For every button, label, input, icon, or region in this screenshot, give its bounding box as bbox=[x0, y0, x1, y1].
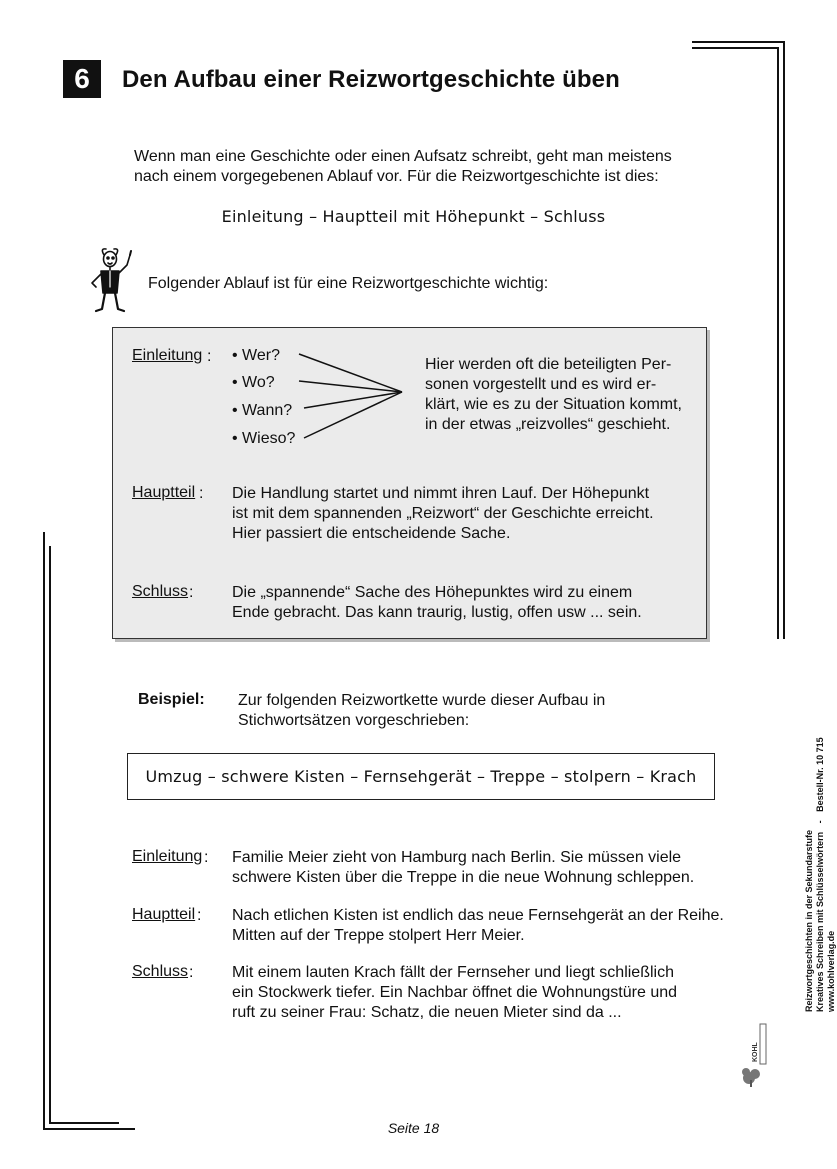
schema-hauptteil-description bbox=[232, 484, 702, 544]
schema-schluss-colon: : bbox=[189, 584, 194, 601]
story-structure: Einleitung – Hauptteil mit Höhepunkt – Schluss bbox=[221, 207, 606, 226]
frame-right-line-outer bbox=[783, 41, 785, 639]
text-line: Mit einem lauten Krach fällt der Fernseher und liegt schließlich bbox=[232, 964, 674, 981]
question-why: • Wieso? bbox=[232, 430, 296, 447]
example-einleitung-term: Einleitung bbox=[132, 848, 203, 865]
intro-line: nach einem vorgegebenen Ablauf vor. Für die Reizwortgeschichte ist dies: bbox=[134, 168, 659, 185]
example-label: Beispiel: bbox=[138, 691, 205, 708]
text-line: Nach etlichen Kisten ist endlich das neue Fernsehgerät an der Reihe. bbox=[232, 907, 724, 924]
section-number: 6 bbox=[63, 60, 101, 98]
example-intro bbox=[238, 691, 658, 731]
frame-right-line-inner bbox=[777, 47, 779, 639]
instruction-note: Folgender Ablauf ist für eine Reizwortgeschichte wichtig: bbox=[148, 275, 549, 292]
text-line: Zur folgenden Reizwortkette wurde dieser Aufbau in bbox=[238, 692, 606, 709]
frame-top-line-outer bbox=[692, 41, 784, 43]
frame-top-line-inner bbox=[692, 47, 778, 49]
schema-schluss-term: Schluss bbox=[132, 583, 189, 600]
schema-schluss-description bbox=[232, 583, 702, 623]
example-schluss-text bbox=[232, 963, 732, 1023]
text-line: Die „spannende“ Sache des Höhepunktes wird zu einem bbox=[232, 584, 633, 601]
question-where: • Wo? bbox=[232, 374, 275, 391]
page-number: Seite 18 bbox=[387, 1120, 440, 1136]
sidebar-title-line: Reizwortgeschichten in der Sekundarstufe bbox=[804, 829, 814, 1012]
text-line: ruft zu seiner Frau: Schatz, die neuen Mieter sind da ... bbox=[232, 1004, 622, 1021]
stimulus-word-chain: Umzug – schwere Kisten – Fernsehgerät – Treppe – stolpern – Krach bbox=[127, 753, 715, 800]
example-hauptteil-term: Hauptteil bbox=[132, 906, 196, 923]
example-hauptteil-colon: : bbox=[197, 907, 202, 924]
text-line: in der etwas „reizvolles“ geschieht. bbox=[425, 416, 671, 433]
example-einleitung-text bbox=[232, 848, 732, 888]
example-schluss-term: Schluss bbox=[132, 963, 189, 980]
question-who: • Wer? bbox=[232, 347, 280, 364]
text-line: Mitten auf der Treppe stolpert Herr Meier. bbox=[232, 927, 525, 944]
text-line: schwere Kisten über die Treppe in die neue Wohnung schleppen. bbox=[232, 869, 695, 886]
schema-einleitung-colon: : bbox=[207, 348, 212, 365]
text-line: Ende gebracht. Das kann traurig, lustig, offen usw ... sein. bbox=[232, 604, 642, 621]
teacher-mascot-icon bbox=[86, 247, 142, 317]
text-line: ein Stockwerk tiefer. Ein Nachbar öffnet die Wohnungstüre und bbox=[232, 984, 678, 1001]
text-line: ist mit dem spannenden „Reizwort“ der Geschichte erreicht. bbox=[232, 505, 654, 522]
page-title: Den Aufbau einer Reizwortgeschichte üben bbox=[122, 66, 620, 93]
example-einleitung-colon: : bbox=[204, 849, 209, 866]
intro-paragraph bbox=[134, 147, 734, 187]
publisher-logo-icon bbox=[740, 1022, 768, 1088]
text-line: Hier werden oft die beteiligten Per- bbox=[425, 356, 672, 373]
schema-hauptteil-colon: : bbox=[199, 485, 204, 502]
frame-left-line-outer bbox=[43, 532, 45, 1130]
sidebar-subtitle-line: Kreatives Schreiben mit Schlüsselwörtern bbox=[815, 831, 825, 1012]
publisher-name: KOHL bbox=[752, 1042, 759, 1062]
text-line: sonen vorgestellt und es wird er- bbox=[425, 376, 657, 393]
text-line: klärt, wie es zu der Situation kommt, bbox=[425, 396, 682, 413]
text-line: Die Handlung startet und nimmt ihren Lauf. Der Höhepunkt bbox=[232, 485, 650, 502]
example-hauptteil-text bbox=[232, 906, 732, 946]
sidebar-order-number: Bestell-Nr. 10 715 bbox=[815, 737, 825, 812]
sidebar-separator: - bbox=[815, 820, 825, 824]
converging-arrows-icon bbox=[296, 344, 408, 448]
intro-line: Wenn man eine Geschichte oder einen Aufsatz schreibt, geht man meistens bbox=[134, 148, 672, 165]
sidebar-publication-info bbox=[804, 737, 837, 1012]
text-line: Hier passiert die entscheidende Sache. bbox=[232, 525, 511, 542]
schema-einleitung-term: Einleitung bbox=[132, 347, 203, 364]
schema-einleitung-description bbox=[425, 355, 705, 435]
text-line: Familie Meier zieht von Hamburg nach Berlin. Sie müssen viele bbox=[232, 849, 682, 866]
example-schluss-colon: : bbox=[189, 964, 194, 981]
schema-hauptteil-term: Hauptteil bbox=[132, 484, 196, 501]
question-when: • Wann? bbox=[232, 402, 293, 419]
sidebar-url: www.kohlverlag.de bbox=[826, 930, 836, 1012]
text-line: Stichwortsätzen vorgeschrieben: bbox=[238, 712, 470, 729]
frame-left-line-inner bbox=[49, 546, 51, 1124]
